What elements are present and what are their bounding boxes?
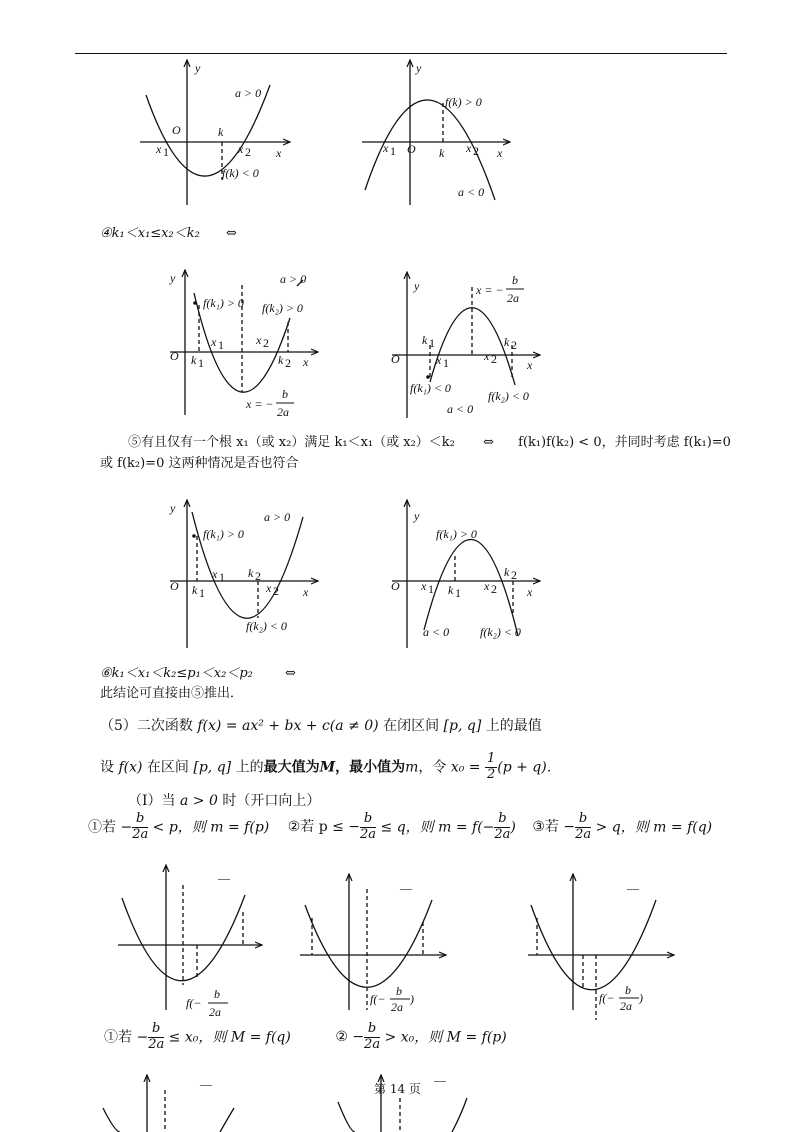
- frac-b-2a: [494, 812, 510, 843]
- x-label: x: [527, 358, 533, 372]
- frac-den: 2a: [360, 826, 377, 842]
- x2-sub: 2: [263, 336, 269, 350]
- iff-symbol: ⇔: [285, 666, 296, 681]
- cond5-text: ⑤有且仅有一个根 x₁（或 x₂）满足 k₁＜x₁（或 x₂）＜k₂: [128, 435, 455, 450]
- k1-label: k: [191, 353, 197, 367]
- y-label: y: [416, 61, 422, 75]
- fk2-positive-label: f(k₂) > 0: [262, 301, 303, 315]
- frac-den: 2: [486, 766, 496, 782]
- x-label: x: [497, 146, 503, 160]
- frac-den: 2a: [575, 826, 592, 842]
- k1-label: k: [192, 583, 198, 597]
- case1-suffix: 时（开口向上）: [217, 793, 321, 809]
- frac-num: b: [494, 812, 510, 828]
- figure-d2: [300, 874, 446, 1014]
- origin-label: O: [170, 579, 179, 593]
- frac-num: b: [148, 1022, 164, 1038]
- frac-num: b: [364, 1022, 380, 1038]
- frac-den: 2a: [494, 826, 511, 842]
- fk1-positive-label: f(k₁) > 0: [436, 527, 477, 541]
- fx: f(x): [118, 759, 143, 776]
- x2-label: x: [466, 141, 472, 155]
- k2-sub: 2: [285, 356, 291, 370]
- setup-prefix: 设: [100, 759, 119, 776]
- a-negative-label: a < 0: [458, 185, 485, 199]
- x2-label: x: [256, 333, 262, 347]
- frac-b: b: [625, 983, 631, 997]
- x1-sub: 1: [163, 145, 169, 159]
- f-vertex-label: f(−: [599, 991, 615, 1005]
- iff-symbol: ⇔: [483, 435, 494, 450]
- s1-result: M = f(q): [230, 1029, 291, 1046]
- frac-b-2a: [364, 1022, 380, 1053]
- x1-sub: 1: [218, 338, 224, 352]
- x2-sub: 2: [273, 584, 279, 598]
- frac-den: 2a: [148, 1036, 165, 1052]
- rule-line-2: [104, 1022, 507, 1053]
- sec5-suffix: 上的最值: [481, 718, 542, 734]
- cond6-note-text: 此结论可直接由⑤推出．: [100, 686, 244, 701]
- x2-label: x: [238, 142, 244, 156]
- midpoint-expr: (p + q)．: [497, 759, 561, 776]
- frac-den: 2a: [132, 826, 149, 842]
- k1-label: k: [422, 333, 428, 347]
- fk2-negative-label: f(k₂) < 0: [480, 625, 521, 639]
- case-1-heading: [128, 792, 320, 810]
- x1-sub: 1: [443, 356, 449, 370]
- cond6-text: ⑥k₁＜x₁＜k₂≤p₁＜x₂＜p₂: [100, 666, 253, 681]
- fk1-positive-label: f(k₁) > 0: [203, 527, 244, 541]
- frac-b: b: [282, 387, 288, 401]
- frac-2a: 2a: [507, 291, 519, 305]
- quadratic-formula: f(x) = ax² + bx + c(a ≠ 0): [197, 718, 379, 734]
- y-label: y: [414, 279, 420, 293]
- vertex-eq-label: x = −: [246, 397, 274, 411]
- condition-5-cont: [100, 456, 298, 473]
- x1-label: x: [156, 142, 162, 156]
- close-paren: ): [639, 991, 643, 1005]
- k1-sub: 1: [198, 356, 204, 370]
- y-label: y: [170, 501, 176, 515]
- x-label: x: [303, 355, 309, 369]
- f-vertex-label: f(−: [370, 992, 386, 1006]
- a-negative-label: a < 0: [423, 625, 450, 639]
- half-fraction: [485, 752, 497, 783]
- fk-negative-label: f(k) < 0: [222, 166, 259, 180]
- figure-a1: [140, 60, 290, 205]
- frac-2a: 2a: [209, 1005, 221, 1019]
- s2-prefix: ② −: [335, 1029, 365, 1046]
- frac-2a: 2a: [277, 405, 289, 419]
- let-label: ，令: [418, 759, 451, 776]
- frac-2a: 2a: [391, 1000, 403, 1014]
- max-label: 最大值为: [263, 759, 320, 776]
- frac-b-2a: [360, 812, 376, 843]
- f-vertex-label: f(−: [186, 996, 202, 1010]
- fk1-negative-label: f(k₁) < 0: [410, 381, 451, 395]
- frac-num: b: [360, 812, 376, 828]
- rule-line-1: [88, 812, 712, 843]
- a-negative-label: a < 0: [447, 402, 474, 416]
- frac-b-2a: [575, 812, 591, 843]
- frac-b-2a: [132, 812, 148, 843]
- k2-label: k: [278, 353, 284, 367]
- r2-result: m = f(−: [438, 819, 495, 836]
- frac-num: b: [575, 812, 591, 828]
- x0-def: x₀ =: [450, 759, 485, 776]
- x1-sub: 1: [219, 570, 225, 584]
- x1-label: x: [421, 579, 427, 593]
- x2-label: x: [484, 349, 490, 363]
- x2-sub: 2: [491, 582, 497, 596]
- k-label: k: [218, 125, 224, 139]
- figure-b1: [169, 270, 318, 419]
- frac-den: 2a: [364, 1036, 381, 1052]
- x-label: x: [276, 146, 282, 160]
- k1-sub: 1: [429, 336, 435, 350]
- k1-sub: 1: [455, 586, 461, 600]
- vertex-eq-label: x = −: [476, 283, 504, 297]
- k1-label: k: [448, 583, 454, 597]
- k2-sub: 2: [511, 338, 517, 352]
- max-M: M: [319, 759, 336, 776]
- dash-mark: —: [400, 881, 412, 895]
- dash-mark: —: [627, 881, 639, 895]
- setup-on: 上的: [231, 759, 264, 776]
- frac-num: b: [132, 812, 148, 828]
- close-paren: ): [410, 992, 414, 1006]
- condition-6: [100, 666, 296, 683]
- frac-b-2a: [148, 1022, 164, 1053]
- fk2-negative-label: f(k₂) < 0: [488, 389, 529, 403]
- fk2-negative-label: f(k₂) < 0: [246, 619, 287, 633]
- k2-label: k: [504, 335, 510, 349]
- cond5-cont-text: 或 f(k₂)=0 这两种情况是否也符合: [100, 456, 299, 471]
- s1-prefix: ①若 −: [104, 1029, 149, 1046]
- figure-c1: [169, 500, 318, 648]
- r3-result: m = f(q): [653, 819, 713, 836]
- figure-d3: [528, 874, 674, 1020]
- k2-sub: 2: [255, 569, 261, 583]
- page-number-text: 第 14 页: [374, 1082, 421, 1096]
- k2-label: k: [504, 565, 510, 579]
- sec5-prefix: （5）二次函数: [100, 718, 198, 734]
- s2-result: M = f(p): [446, 1029, 507, 1046]
- interval: [p, q]: [193, 759, 232, 776]
- frac-b: b: [396, 984, 402, 998]
- figure-d1: [118, 865, 262, 1019]
- y-label: y: [170, 271, 176, 285]
- x1-sub: 1: [428, 582, 434, 596]
- setup-mid: 在区间: [142, 759, 194, 776]
- case1-prefix: （Ⅰ）当: [128, 793, 180, 809]
- x-label: x: [303, 585, 309, 599]
- frac-2a: 2a: [620, 999, 632, 1013]
- x1-label: x: [436, 353, 442, 367]
- s2-cond: > x₀，则: [380, 1029, 447, 1046]
- r3-prefix: ③若 −: [532, 819, 576, 836]
- origin-label: O: [172, 123, 181, 137]
- iff-symbol: ⇔: [225, 226, 237, 241]
- r2-cond: ≤ q，则: [376, 819, 439, 836]
- dash-mark: —: [434, 1073, 446, 1087]
- origin-label: O: [170, 349, 179, 363]
- r1-cond: < p，则: [148, 819, 211, 836]
- origin-label: O: [391, 579, 400, 593]
- x1-label: x: [211, 335, 217, 349]
- frac-b: b: [214, 987, 220, 1001]
- x-label: x: [527, 585, 533, 599]
- k2-sub: 2: [511, 568, 517, 582]
- cond5-rule: f(k₁)f(k₂) < 0，并同时考虑 f(k₁)=0: [518, 435, 731, 450]
- frac-num: 1: [486, 751, 496, 766]
- figure-c2: [391, 500, 540, 648]
- x2-sub: 2: [473, 144, 479, 158]
- y-label: y: [414, 509, 420, 523]
- min-label: 最小值为: [349, 759, 406, 776]
- fk1-positive-label: f(k₁) > 0: [203, 296, 244, 310]
- interval: [p, q]: [443, 718, 482, 734]
- x2-label: x: [484, 579, 490, 593]
- r1-prefix: ①若 −: [88, 819, 133, 836]
- y-label: y: [195, 61, 201, 75]
- case1-cond: a > 0: [179, 793, 218, 809]
- condition-4: [100, 226, 237, 243]
- x1-label: x: [212, 567, 218, 581]
- dash-mark: —: [200, 1077, 212, 1091]
- r2-close: ): [510, 819, 516, 836]
- k2-label: k: [248, 566, 254, 580]
- x1-sub: 1: [390, 144, 396, 158]
- a-positive-label: a > 0: [235, 86, 262, 100]
- origin-label: O: [391, 352, 400, 366]
- setup-line: [100, 752, 561, 783]
- x1-label: x: [383, 141, 389, 155]
- comma: ，: [335, 759, 350, 776]
- k1-sub: 1: [199, 586, 205, 600]
- r1-result: m = f(p): [210, 819, 270, 836]
- dash-mark: —: [218, 871, 230, 885]
- x2-sub: 2: [491, 352, 497, 366]
- figure-e1: [103, 1075, 234, 1132]
- k-label: k: [439, 146, 445, 160]
- frac-b: b: [512, 273, 518, 287]
- min-m: m: [405, 759, 419, 776]
- r3-cond: > q，则: [591, 819, 654, 836]
- a-positive-label: a > 0: [280, 272, 307, 286]
- condition-6-note: [100, 686, 243, 703]
- figure-b2: [391, 272, 540, 418]
- cond4-text: ④k₁＜x₁≤x₂＜k₂: [100, 226, 200, 241]
- s1-cond: ≤ x₀，则: [164, 1029, 231, 1046]
- fk-positive-label: f(k) > 0: [445, 95, 482, 109]
- sec5-mid: 在闭区间: [378, 718, 444, 734]
- page-number: [374, 1082, 421, 1098]
- a-positive-label: a > 0: [264, 510, 291, 524]
- figure-a2: [362, 60, 510, 205]
- x2-sub: 2: [245, 145, 251, 159]
- origin-label: O: [407, 142, 416, 156]
- condition-5: [128, 435, 731, 452]
- x2-label: x: [266, 581, 272, 595]
- r2-prefix: ②若 p ≤ −: [287, 819, 361, 836]
- section-5-heading: [100, 717, 542, 735]
